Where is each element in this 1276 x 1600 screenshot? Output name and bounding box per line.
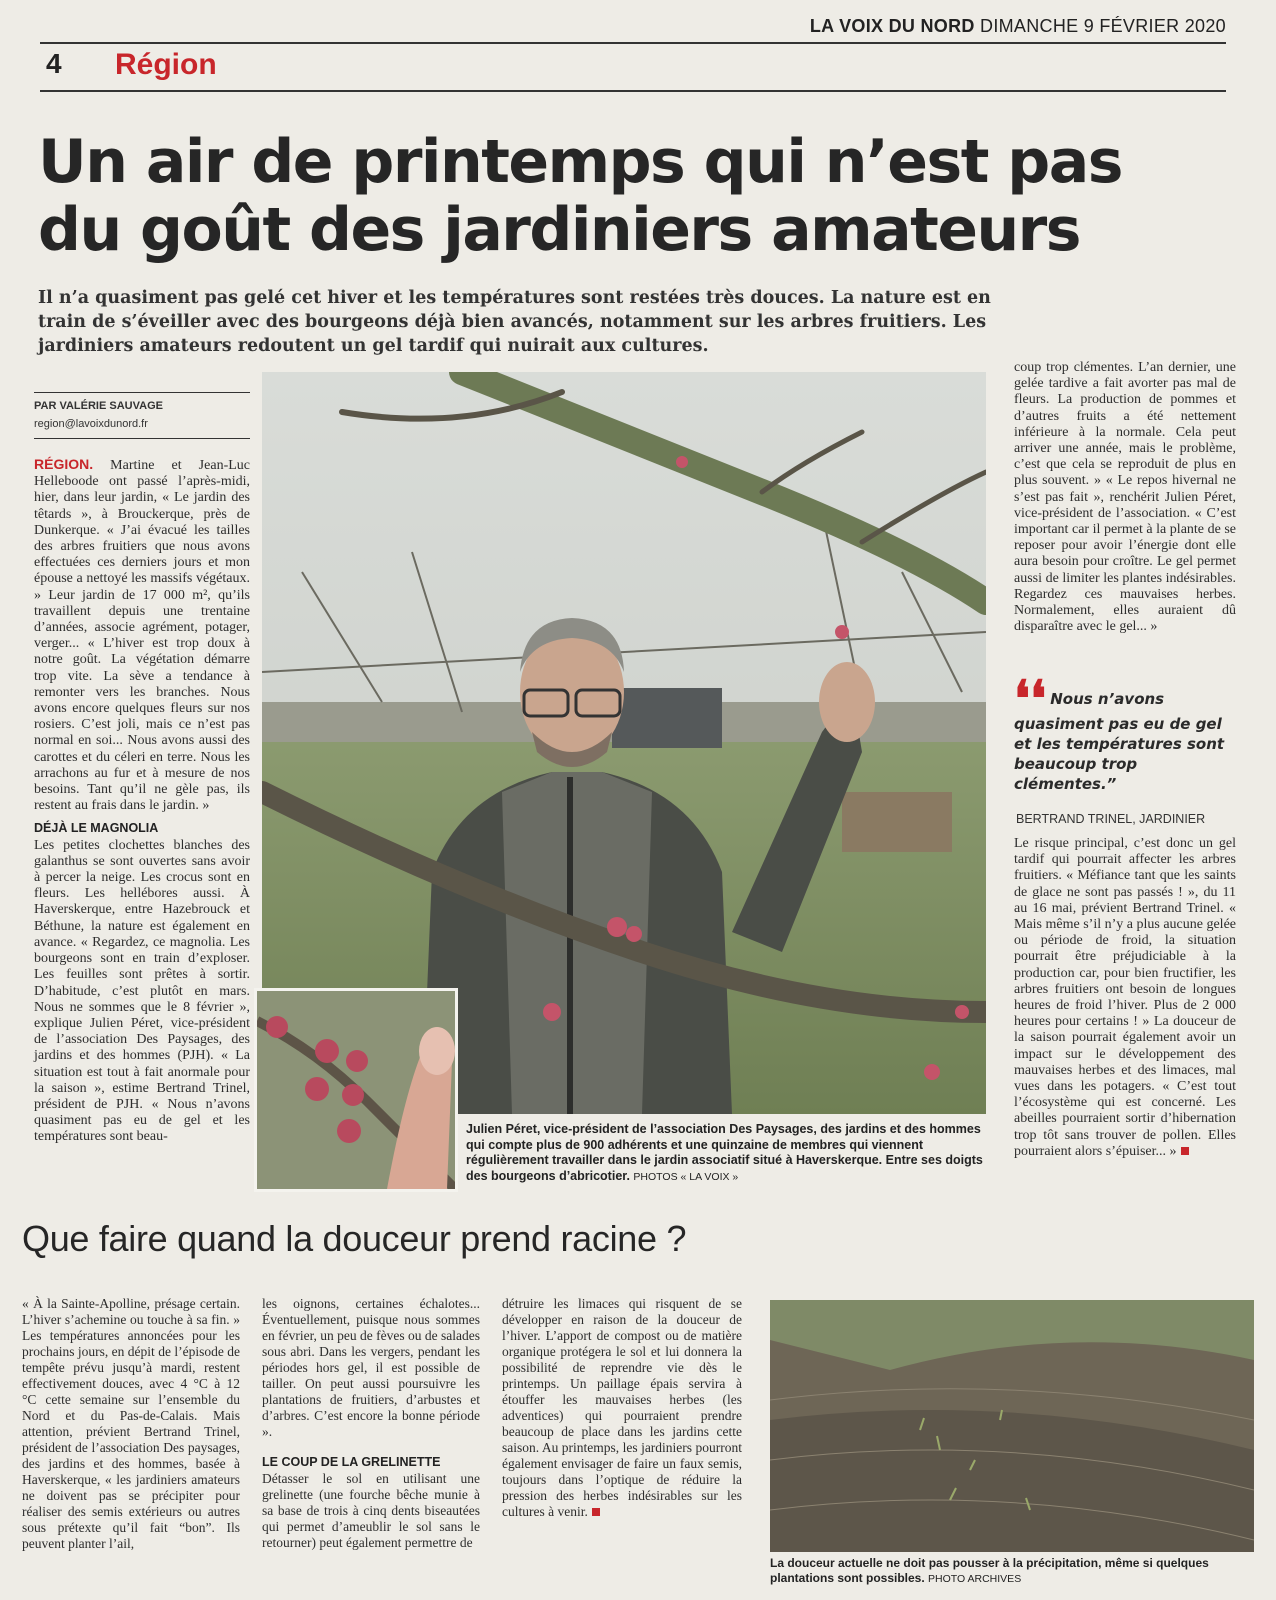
- column-kicker: RÉGION.: [34, 456, 94, 472]
- column-text: « À la Sainte-Apolline, présage certain. L’hiver s’achemine ou touche à sa fin. » Les températures annoncées pour les prochains jours, en dépit de l’épisode de tempête prévu jusqu’à mardi, restent effectivement douces, avec 4 °C à 12 °C cette semaine sur l’ensemble du Nord et du Pas-de-Calais. Mais attention, prévient Bertrand Trinel, président de l’association Des paysages, des jardins et des hommes, basée à Haverskerque, « les jardiniers amateurs ne doivent pas se précipiter pour réaliser des semis extérieurs ou autres sous prétexte qu’il fait “bon”. Ils peuvent planter l’ail,: [22, 1296, 240, 1551]
- quote-author: BERTRAND TRINEL, JARDINIER: [1016, 812, 1206, 826]
- article2-column-2: [262, 1296, 480, 1551]
- column-text: détruire les limaces qui risquent de se développer en raison de la douceur de l’hiver. L’apport de compost ou de matière organique protégera le sol et lui donnera la possibilité de reprendre vie dès le printemps. Un paillage épais servira à étouffer les mauvaises herbes (les adventices) qui pourraient prendre beaucoup de place dans les jardins cette saison. Au printemps, les jardiniers pourront également envisager de faire un faux semis, toujours dans l’optique de réduire la pression des herbes indésirables sur les cultures à venir.: [502, 1296, 742, 1519]
- article2-headline: Que faire quand la douceur prend racine ?: [22, 1218, 687, 1259]
- article-column-1: [34, 456, 250, 1146]
- issue-date: DIMANCHE 9 FÉVRIER 2020: [980, 16, 1226, 36]
- apricot-buds-illustration: [257, 991, 455, 1189]
- section-title: Région: [115, 48, 217, 81]
- garden-soil-photo: [770, 1300, 1254, 1552]
- soil-field-illustration: [770, 1300, 1254, 1552]
- quote-open-mark: ❛❛: [1014, 669, 1047, 728]
- column-text: Martine et Jean-Luc Helleboode ont passé l’après-midi, hier, dans leur jardin, « Le jardin des têtards », à Brouckerque, près de Dunkerque. « J’ai évacué les tailles des arbres fruitiers que nous avons effectuées ces derniers jours et mon épouse a nettoyé les massifs végétaux. » Leur jardin de 17 000 m², qu’ils travaillent depuis une trentaine d’années, associe agrément, potager, verger... « L’hiver est trop doux à notre goût. La végétation démarre trop vite. La sève a tendance à remonter vers les branches. Nous avons encore quelques fleurs sur nos rosiers. C’est joli, mais ce n’est pas normal en soi... Nous avons aussi des carottes et du céleri en terre. Nous les arrachons au fur et à mesure de nos besoins. Tant qu’il ne gèle pas, ils restent au frais dans le jardin. »: [34, 458, 250, 814]
- end-mark: [1181, 1147, 1189, 1155]
- main-photo-caption: [466, 1122, 986, 1185]
- photo-credit: PHOTO ARCHIVES: [928, 1573, 1022, 1585]
- masthead: [810, 16, 1226, 37]
- byline-rule-bottom: [34, 438, 250, 439]
- caption-text: Julien Péret, vice-président de l’association Des Paysages, des jardins et des hommes qui compte plus de 900 adhérents et une quinzaine de membres qui viennent régulièrement travailler dans le jardin associatif situé à Haverskerque. Entre ses doigts des bourgeons d’abricotier.: [466, 1122, 983, 1183]
- quote-close-mark: ”: [1106, 775, 1117, 793]
- page-number: 4: [46, 48, 62, 79]
- article-column-3: [1014, 360, 1236, 635]
- subheading-grelinette: LE COUP DE LA GRELINETTE: [262, 1455, 441, 1469]
- column-text: coup trop clémentes. L’an dernier, une gelée tardive a fait avorter pas mal de fleurs. La production de pommes et d’autres fruits a été nettement inférieure à la normale. Cela peut arriver une année, mais le problème, c’est que cela se reproduit de plus en plus souvent. » « Le repos hivernal ne s’est pas fait », renchérit Julien Péret, vice-président de l’association. « C’est important car il permet à la plante de se reposer pour avoir l’énergie dont elle aura besoin pour croître. Le gel permet aussi de limiter les plantes indésirables. Regardez ces mauvaises herbes. Normalement, elles auraient dû disparaître avec le gel... »: [1014, 360, 1236, 635]
- garden-photo-caption: [770, 1556, 1254, 1587]
- end-mark: [592, 1508, 600, 1516]
- quote-text: Nous n’avons quasiment pas eu de gel et les températures sont beaucoup trop clémentes.: [1014, 690, 1225, 793]
- pull-quote: [1014, 669, 1234, 794]
- photo-credit: PHOTOS « LA VOIX »: [633, 1170, 739, 1183]
- caption-text: La douceur actuelle ne doit pas pousser à la précipitation, même si quelques plantations sont possibles.: [770, 1556, 1209, 1585]
- article-headline: Un air de printemps qui n’est pas du goût des jardiniers amateurs: [38, 127, 1122, 265]
- article-chapo: Il n’a quasiment pas gelé cet hiver et les températures sont restées très douces. La nature est en train de s’éveiller avec des bourgeons déjà bien avancés, notamment sur les arbres fruitiers. Les jardiniers amateurs redoutent un gel tardif qui nuirait aux cultures.: [38, 288, 991, 356]
- column-text: les oignons, certaines échalotes... Éventuellement, puisque nous sommes en février, un peu de fèves ou de salades sous abri. Dans les vergers, pendant les périodes hors gel, il est possible de tailler. On peut aussi poursuivre les plantations de fruitiers, d’arbustes et d’arbres. C’est encore la bonne période ».: [262, 1296, 480, 1439]
- paper-name: LA VOIX DU NORD: [809, 16, 975, 36]
- byline: PAR VALÉRIE SAUVAGE: [34, 400, 163, 412]
- article2-column-3: [502, 1296, 742, 1520]
- section-rule: [40, 90, 1226, 92]
- article2-column-1: [22, 1296, 240, 1552]
- article-column-3-continued: [1014, 836, 1236, 1160]
- author-email[interactable]: region@lavoixdunord.fr: [34, 418, 148, 430]
- column-text: Le risque principal, c’est donc un gel tardif qui pourrait affecter les arbres fruitiers. « Méfiance tant que les saints de glace ne sont pas passés ! », du 11 au 16 mai, prévient Bertrand Trinel. « Mais même s’il n’y a plus aucune gelée ou période de froid, la situation pourrait être préjudiciable à la production car, pour bien fructifier, les arbres fruitiers ont besoin de longues heures de froid l’hiver. Plus de 2 000 heures pour certains ! » La douceur de la saison pourrait également avoir un impact sur le développement des mauvaises herbes et des limaces, mal vues dans les potagers. « C’est tout l’écosystème qui est concerné. Les abeilles pourraient sortir d’hibernation trop tôt sans trouver de pollen. Elles pourraient alors s’épuiser... »: [1014, 836, 1236, 1159]
- inset-photo-buds: [254, 988, 458, 1192]
- byline-rule: [34, 392, 250, 393]
- subheading-magnolia: DÉJÀ LE MAGNOLIA: [34, 821, 159, 836]
- column-text: Détasser le sol en utilisant une grelinette (une fourche bêche munie à sa base de trois à cinq dents biseautées qui permet d’ameublir le sol sans le retourner) peut également permettre de: [262, 1471, 480, 1550]
- column-text: Les petites clochettes blanches des galanthus se sont ouvertes sans avoir à percer la neige. Les crocus sont en fleurs. Les hellébores aussi. À Haverskerque, entre Hazebrouck et Béthune, la nature est également en avance. « Regardez, ce magnolia. Les bourgeons sont en train d’exploser. Les feuilles sont prêtes à sortir. D’habitude, c’est plutôt en mars. Nous ne sommes que le 8 février », explique Julien Péret, vice-président de l’association Des Paysages, des jardins et des hommes (PJH). « La situation est tout à fait anormale pour la saison », estime Bertrand Trinel, président de PJH. « Nous n’avons quasiment pas eu de gel et les températures sont beau-: [34, 837, 250, 1145]
- top-rule: [40, 42, 1226, 44]
